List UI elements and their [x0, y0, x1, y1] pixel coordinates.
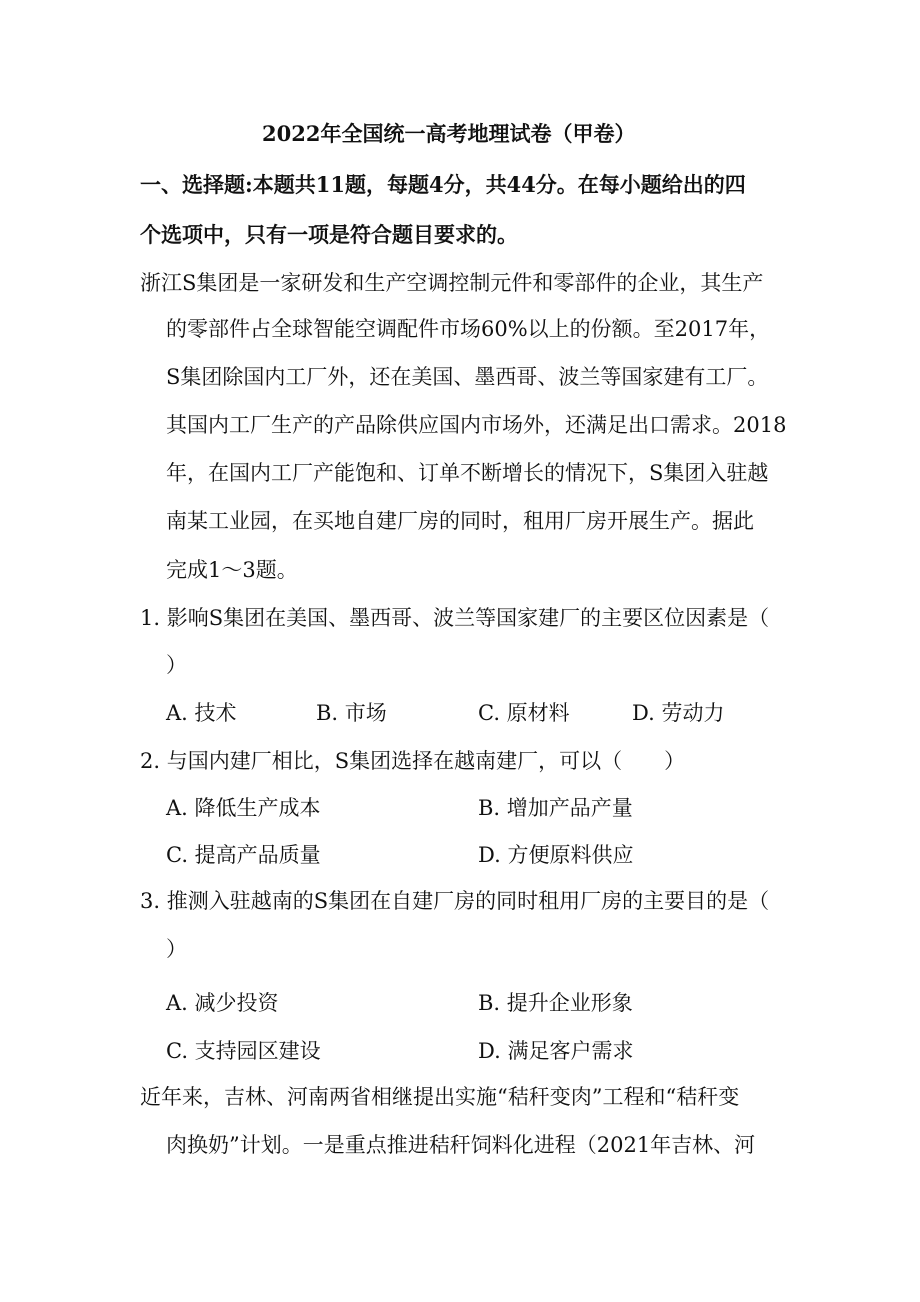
passage-1-line: S集团除国内工厂外，还在美国、墨西哥、波兰等国家建有工厂。	[166, 365, 769, 389]
section-heading-line-2: 个选项中，只有一项是符合题目要求的。	[140, 222, 518, 247]
question-2-option-c: C. 提高产品质量	[166, 843, 321, 867]
passage-1-line: 南某工业园，在买地自建厂房的同时，租用厂房开展生产。据此	[166, 509, 754, 533]
question-3-option-a: A. 减少投资	[166, 991, 279, 1015]
question-1-option-c: C. 原材料	[478, 701, 570, 725]
question-1-option-a: A. 技术	[166, 701, 237, 725]
question-1-option-b: B. 市场	[316, 701, 387, 725]
question-3-option-c: C. 支持园区建设	[166, 1039, 321, 1063]
section-heading-line-1: 一、选择题:本题共11题，每题4分，共44分。在每小题给出的四	[140, 172, 746, 197]
passage-1-line: 浙江S集团是一家研发和生产空调控制元件和零部件的企业，其生产	[140, 271, 764, 295]
page-title: 2022年全国统一高考地理试卷（甲卷）	[262, 121, 636, 146]
question-1-stem-end: ）	[166, 653, 187, 677]
question-2-option-b: B. 增加产品产量	[478, 796, 633, 820]
passage-2-line: 近年来，吉林、河南两省相继提出实施“秸秆变肉”工程和“秸秆变	[140, 1085, 740, 1109]
question-2-stem: 2. 与国内建厂相比，S集团选择在越南建厂，可以（ ）	[140, 749, 686, 773]
passage-1-line: 其国内工厂生产的产品除供应国内市场外，还满足出口需求。2018	[166, 413, 787, 437]
question-3-option-b: B. 提升企业形象	[478, 991, 633, 1015]
question-1-stem: 1. 影响S集团在美国、墨西哥、波兰等国家建厂的主要区位因素是（	[140, 606, 770, 630]
passage-1-line: 的零部件占全球智能空调配件市场60%以上的份额。至2017年，	[166, 317, 771, 341]
passage-1-line: 年，在国内工厂产能饱和、订单不断增长的情况下，S集团入驻越	[166, 461, 769, 485]
question-3-option-d: D. 满足客户需求	[478, 1039, 634, 1063]
question-3-stem: 3. 推测入驻越南的S集团在自建厂房的同时租用厂房的主要目的是（	[140, 889, 770, 913]
passage-2-line: 肉换奶”计划。一是重点推进秸秆饲料化进程（2021年吉林、河	[166, 1133, 756, 1157]
question-1-option-d: D. 劳动力	[632, 701, 725, 725]
question-2-option-d: D. 方便原料供应	[478, 843, 634, 867]
passage-1-line: 完成1～3题。	[166, 558, 298, 582]
question-2-option-a: A. 降低生产成本	[166, 796, 321, 820]
question-3-stem-end: ）	[166, 937, 187, 961]
